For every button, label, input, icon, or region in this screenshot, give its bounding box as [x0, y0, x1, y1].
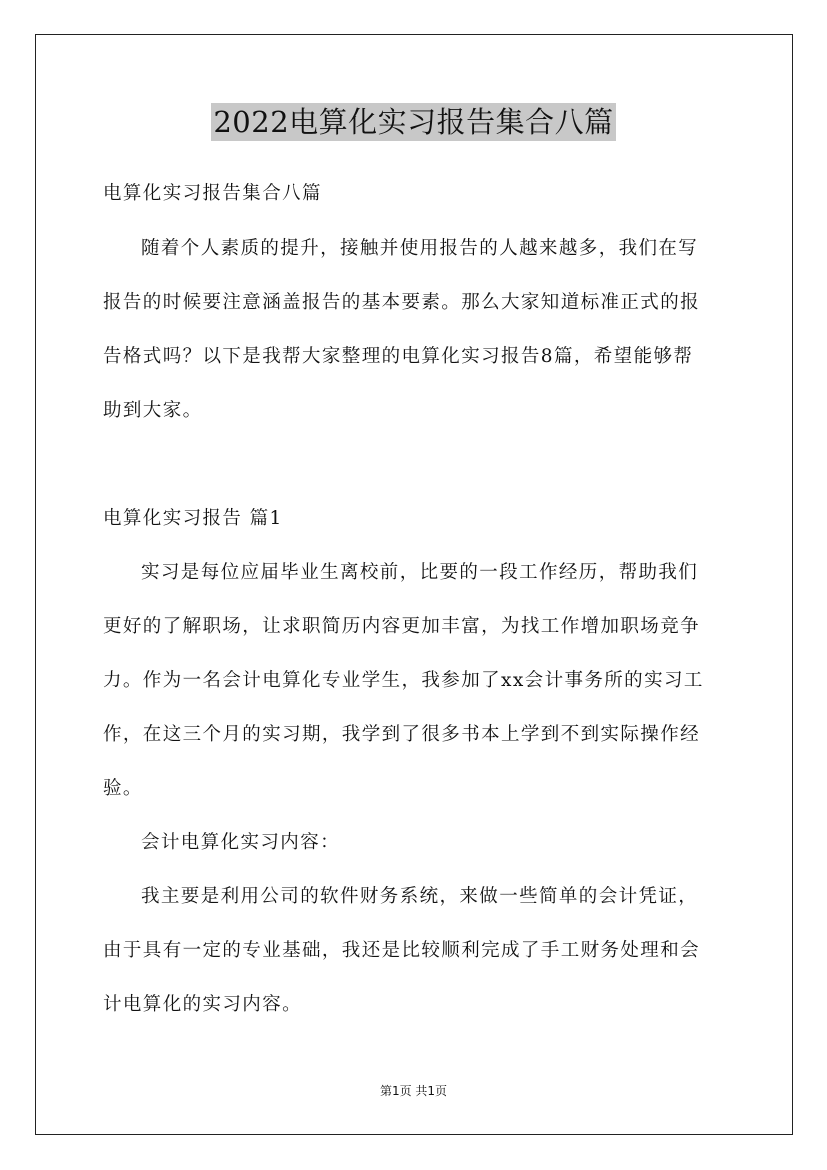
intro-line-1: 随着个人素质的提升，接触并使用报告的人越来越多，我们在写	[141, 238, 699, 259]
para2-line: 会计电算化实习内容：	[141, 832, 341, 853]
intro-line-2: 报告的时候要注意涵盖报告的基本要素。那么大家知道标准正式的报	[103, 292, 701, 313]
para3-line-3: 计电算化的实习内容。	[103, 994, 303, 1015]
subtitle: 电算化实习报告集合八篇	[103, 183, 322, 204]
intro-line-3: 告格式吗？以下是我帮大家整理的电算化实习报告8篇，希望能够帮	[103, 346, 694, 367]
para3-line-2: 由于具有一定的专业基础，我还是比较顺利完成了手工财务处理和会	[103, 940, 701, 961]
intro-line-4: 助到大家。	[103, 400, 203, 421]
title-container	[0, 103, 827, 141]
para1-line-5: 验。	[103, 778, 143, 799]
para1-line-4: 作，在这三个月的实习期，我学到了很多书本上学到不到实际操作经	[103, 724, 701, 745]
para1-line-2: 更好的了解职场，让求职简历内容更加丰富，为找工作增加职场竞争	[103, 616, 701, 637]
page-footer: 第1页 共1页	[379, 1084, 448, 1098]
para1-line-1: 实习是每位应届毕业生离校前，比要的一段工作经历，帮助我们	[141, 562, 699, 583]
document-title: 2022电算化实习报告集合八篇	[213, 105, 614, 139]
para3-line-1: 我主要是利用公司的软件财务系统，来做一些简单的会计凭证，	[141, 886, 699, 907]
section-heading: 电算化实习报告 篇1	[103, 508, 283, 529]
para1-line-3: 力。作为一名会计电算化专业学生，我参加了xx会计事务所的实习工	[103, 670, 704, 691]
